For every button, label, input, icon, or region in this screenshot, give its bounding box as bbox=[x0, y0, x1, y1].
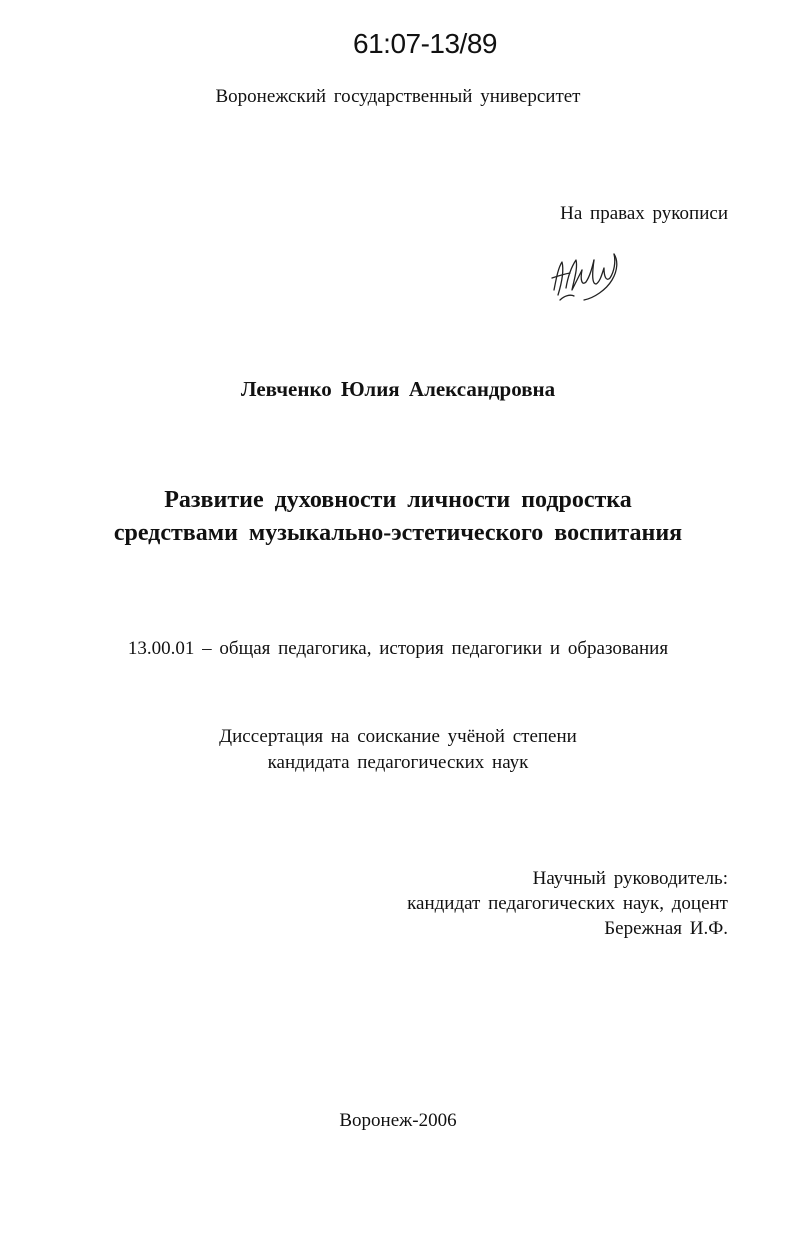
manuscript-rights-note: На правах рукописи bbox=[560, 203, 728, 224]
city-year: Воронеж-2006 bbox=[339, 1110, 457, 1131]
title-line-1: Развитие духовности личности подростка bbox=[164, 487, 632, 513]
supervisor-degree: кандидат педагогических наук, доцент bbox=[407, 893, 728, 914]
specialty-code: 13.00.01 – общая педагогика, история педагогики и образования bbox=[127, 638, 669, 659]
degree-statement bbox=[0, 724, 796, 776]
catalog-number: 61:07-13/89 bbox=[353, 28, 497, 59]
handwritten-signature bbox=[544, 240, 624, 310]
university-name: Воронежский государственный университет bbox=[215, 86, 581, 107]
supervisor-label: Научный руководитель: bbox=[532, 868, 728, 889]
author-name: Левченко Юлия Александровна bbox=[240, 377, 556, 401]
dissertation-title bbox=[0, 484, 796, 550]
supervisor-block bbox=[407, 866, 728, 941]
title-line-2: средствами музыкально-эстетического воспитания bbox=[113, 520, 683, 546]
supervisor-name: Бережная И.Ф. bbox=[604, 918, 728, 939]
degree-line-2: кандидата педагогических наук bbox=[267, 752, 529, 773]
degree-line-1: Диссертация на соискание учёной степени bbox=[219, 726, 577, 747]
